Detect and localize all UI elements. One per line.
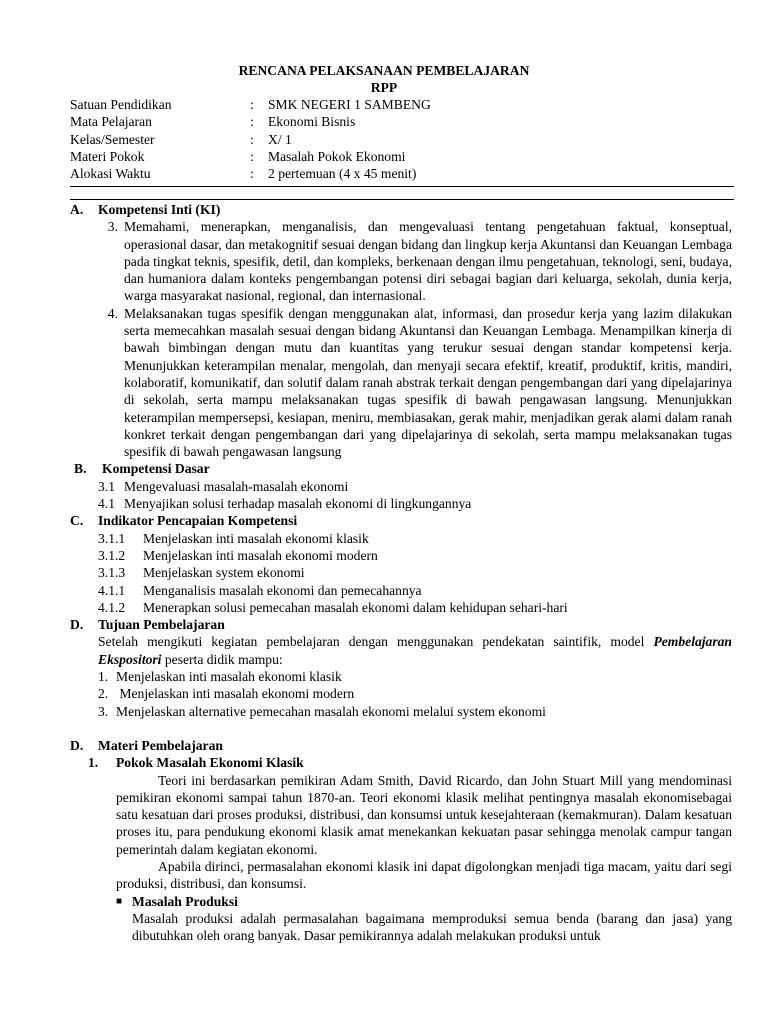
section-b-heading <box>74 460 732 477</box>
ki-item <box>70 218 732 304</box>
ki-item <box>70 305 732 461</box>
identity-label: Kelas/Semester <box>70 131 155 147</box>
indicator-item <box>70 547 732 564</box>
ki-text: Melaksanakan tugas spesifik dengan menggunakan alat, informasi, dan prosedur kerja yang lazim dilakukan serta memecahkan masalah sesuai dengan bidang Akuntansi dan Keuangan Lembaga. Menampilkan kinerja di bawah bimbingan dengan mutu dan kuantitas yang terukur sesuai dengan standar kompetensi kerja. Menunjukkan keterampilan menalar, mengolah, dan menyaji secara efektif, kreatif, produktif, kritis, mandiri, kolaboratif, komunikatif, dan solutif dalam ranah abstrak terkait dengan pengembangan dari yang dipelajarinya di sekolah, serta mampu melaksanakan tugas spesifik di bawah pengawasan langsung. Menunjukkan keterampilan mempersepsi, kesiapan, meniru, membiasakan, gerak mahir, menjadikan gerak alami dalam ranah konkret terkait dengan pengembangan dari yang dipelajarinya di sekolah, serta mampu melaksanakan tugas spesifik di bawah pengawasan langsung <box>124 305 732 460</box>
materi-bullet <box>70 893 732 910</box>
indicator-number: 3.1.2 <box>98 547 126 563</box>
section-title: Kompetensi Inti (KI) <box>98 202 221 217</box>
section-letter: D. <box>70 737 84 753</box>
section-letter: A. <box>70 202 84 217</box>
section-title: Materi Pembelajaran <box>98 737 223 753</box>
materi-paragraph: Masalah produksi adalah permasalahan bagaimana memproduksi semua benda (barang dan jasa) yang dibutuhkan oleh orang banyak. Dasar pemikirannya adalah melakukan produksi untuk <box>132 910 732 944</box>
identity-colon: : <box>250 131 254 147</box>
divider-bottom <box>70 199 734 200</box>
section-a-heading <box>70 201 732 218</box>
kd-number: 4.1 <box>98 496 115 512</box>
identity-table <box>70 96 431 182</box>
objective-intro-tail: peserta didik mampu: <box>161 651 283 667</box>
objective-text: Menjelaskan inti masalah ekonomi klasik <box>116 669 342 685</box>
indicator-text: Menjelaskan inti masalah ekonomi klasik <box>143 530 369 546</box>
objective-item <box>70 685 732 702</box>
identity-colon: : <box>250 148 254 164</box>
objective-item <box>70 703 732 720</box>
learning-model: Pembelajaran Ekspositori <box>98 634 732 667</box>
divider-top <box>70 186 734 187</box>
materi-sub-number: 1. <box>88 755 99 771</box>
indicator-text: Menjelaskan system ekonomi <box>143 565 305 581</box>
kd-item <box>70 478 732 495</box>
identity-row <box>70 148 431 165</box>
document-title: RENCANA PELAKSANAAN PEMBELAJARAN <box>238 63 530 78</box>
objective-item <box>70 668 732 685</box>
indicator-number: 4.1.1 <box>98 582 126 598</box>
identity-value: SMK NEGERI 1 SAMBENG <box>268 97 431 112</box>
identity-value: Ekonomi Bisnis <box>268 114 356 130</box>
section-title: Tujuan Pembelajaran <box>98 617 225 633</box>
identity-label: Alokasi Waktu <box>70 166 151 182</box>
kd-number: 3.1 <box>98 478 115 494</box>
indicator-number: 3.1.3 <box>98 565 126 581</box>
identity-value: Masalah Pokok Ekonomi <box>268 148 406 164</box>
identity-row <box>70 131 431 148</box>
objective-text: Menjelaskan alternative pemecahan masalah ekonomi melalui system ekonomi <box>116 703 546 719</box>
ki-number: 3. <box>107 219 118 235</box>
section-letter: B. <box>74 461 87 477</box>
identity-row <box>70 96 431 113</box>
identity-row <box>70 165 431 182</box>
indicator-item <box>70 582 732 599</box>
ki-number: 4. <box>107 305 118 321</box>
identity-row <box>70 113 431 130</box>
ki-text: Memahami, menerapkan, menganalisis, dan mengevaluasi tentang pengetahuan faktual, konseptual, operasional dasar, dan metakognitif sesuai dengan bidang dan lingkup kerja Akuntansi dan Keuangan Lembaga pada tingkat teknis, spesifik, detil, dan kompleks, berkenaan dengan ilmu pengetahuan, teknologi, seni, budaya, dan humaniora dalam konteks pengembangan potensi diri sebagai bagian dari keluarga, sekolah, dunia kerja, warga masyarakat nasional, regional, dan internasional. <box>124 219 732 304</box>
objective-text: Menjelaskan inti masalah ekonomi modern <box>116 686 355 702</box>
indicator-item <box>70 599 732 616</box>
materi-paragraph: Apabila dirinci, permasalahan ekonomi klasik ini dapat digolongkan menjadi tiga macam, yaitu dari segi produksi, distribusi, dan konsumsi. <box>116 858 732 892</box>
identity-label: Materi Pokok <box>70 148 145 164</box>
document-body <box>70 201 732 944</box>
kd-text: Mengevaluasi masalah-masalah ekonomi <box>124 478 349 494</box>
section-title: Indikator Pencapaian Kompetensi <box>98 513 298 529</box>
section-title: Kompetensi Dasar <box>102 461 210 477</box>
indicator-text: Menerapkan solusi pemecahan masalah ekonomi dalam kehidupan sehari-hari <box>143 599 568 615</box>
document-title-block <box>0 62 768 96</box>
kd-item <box>70 495 732 512</box>
indicator-item <box>70 564 732 581</box>
indicator-item <box>70 530 732 547</box>
objective-intro-text: Setelah mengikuti kegiatan pembelajaran dengan menggunakan pendekatan saintifik, model <box>98 634 654 650</box>
objective-number: 1. <box>98 669 109 685</box>
identity-label: Satuan Pendidikan <box>70 97 172 112</box>
section-letter: C. <box>70 513 84 529</box>
indicator-text: Menjelaskan inti masalah ekonomi modern <box>143 547 378 563</box>
materi-subheading <box>70 754 732 771</box>
section-letter: D. <box>70 617 84 633</box>
kd-text: Menyajikan solusi terhadap masalah ekonomi di lingkungannya <box>124 496 472 512</box>
identity-value: X/ 1 <box>268 131 292 147</box>
objective-intro <box>70 633 732 668</box>
identity-label: Mata Pelajaran <box>70 114 152 130</box>
indicator-number: 4.1.2 <box>98 599 126 615</box>
indicator-number: 3.1.1 <box>98 530 126 546</box>
section-d-heading <box>70 616 732 633</box>
section-materi-heading <box>70 737 732 754</box>
objective-number: 3. <box>98 703 109 719</box>
materi-paragraph: Teori ini berdasarkan pemikiran Adam Smith, David Ricardo, dan John Stuart Mill yang mendominasi pemikiran ekonomi sampai tahun 1870-an. Teori ekonomi klasik melihat pentingnya masalah ekonomisebagai satu kesatuan dari proses produksi, distribusi, dan konsumsi untuk kesejahteraan (kemakmuran). Dalam kesatuan proses itu, para pendukung ekonomi klasik amat menekankan kekuatan pasar sehingga menolak campur tangan pemerintah dalam kegiatan ekonomi. <box>116 772 732 857</box>
identity-colon: : <box>250 114 254 130</box>
objective-number: 2. <box>98 686 109 702</box>
indicator-text: Menganalisis masalah ekonomi dan pemecahannya <box>143 582 422 598</box>
section-c-heading <box>70 512 732 529</box>
document-subtitle: RPP <box>370 80 398 95</box>
identity-value: 2 pertemuan (4 x 45 menit) <box>268 166 417 182</box>
identity-colon: : <box>250 97 254 112</box>
identity-colon: : <box>250 166 254 182</box>
square-bullet-icon: ■ <box>116 895 123 907</box>
bullet-title: Masalah Produksi <box>132 893 238 909</box>
materi-sub-title: Pokok Masalah Ekonomi Klasik <box>116 755 304 771</box>
spacer <box>70 720 732 737</box>
